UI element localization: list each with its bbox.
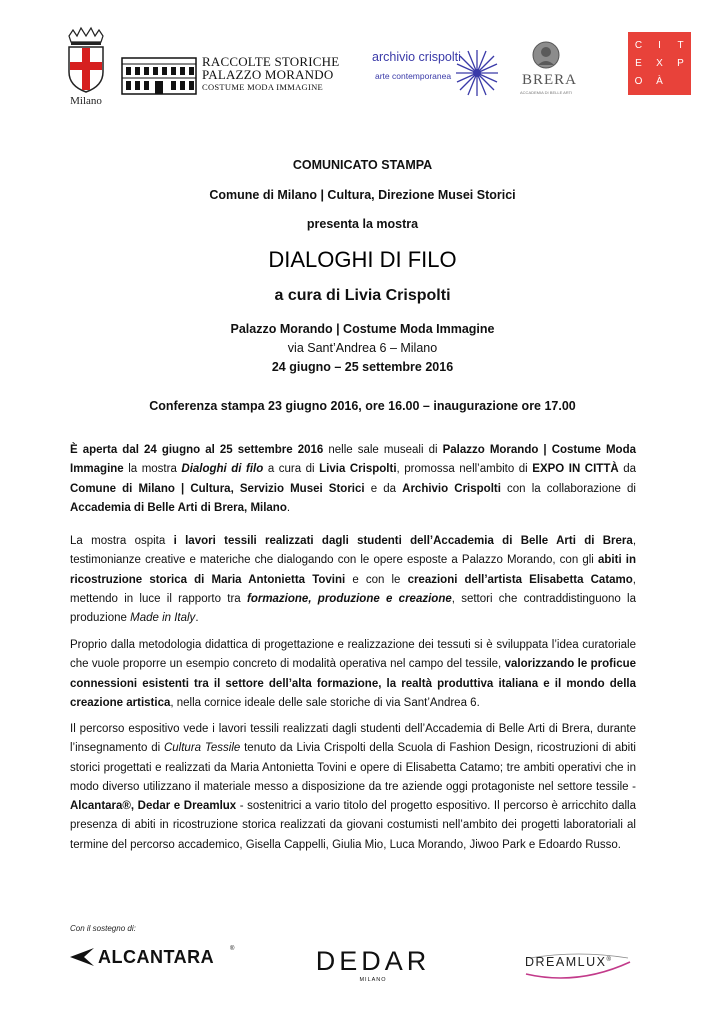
text-run: la mostra	[123, 463, 182, 476]
text-run: da	[618, 463, 636, 476]
text-run: EXPO IN CITTÀ	[532, 463, 619, 476]
comune-milano-logo	[63, 26, 109, 108]
raccolte-line3: COSTUME MODA IMMAGINE	[202, 82, 324, 92]
curator-line: a cura di Livia Crispolti	[274, 287, 451, 304]
text-run: La mostra ospita	[70, 535, 174, 547]
text-run: nelle sale museali di	[323, 444, 443, 456]
citta-letter: C	[634, 40, 643, 51]
alcantara-registered-mark: ®	[230, 946, 235, 952]
brera-medallion-icon	[532, 40, 560, 70]
citta-letter: À	[656, 76, 663, 87]
dreamlux-registered-mark: ®	[606, 956, 613, 963]
text-run: , testimonianze creative e materiche che dialogando con le opere esposte a Palazzo Morando, con gli	[70, 535, 637, 567]
sponsors-label: Con il sostegno di:	[70, 924, 136, 933]
text-run: Dialoghi di filo	[181, 463, 264, 476]
text-run: È aperta dal 24 giugno al 25 settembre 2016	[70, 444, 324, 456]
citta-letter: X	[656, 58, 663, 69]
expo-in-citta-logo	[628, 32, 691, 95]
alcantara-logo	[70, 946, 240, 970]
dates-line: 24 giugno – 25 settembre 2016	[271, 360, 454, 374]
press-conference-line: Conferenza stampa 23 giugno 2016, ore 16.00 – inaugurazione ore 17.00	[149, 399, 576, 413]
text-run: valorizzando le proficue connessioni esistenti tra il settore dell’alta formazione, la realtà produttiva italiana e il mondo della creazione artistica	[70, 658, 637, 709]
text-run: Accademia di Belle Arti di Brera, Milano	[70, 501, 287, 514]
body-paragraph	[70, 532, 636, 628]
press-release-label: COMUNICATO STAMPA	[292, 158, 433, 172]
text-run: Il percorso espositivo vede i lavori tessili realizzati dagli studenti dell’Accademia di Belle Arti di Brera, durante l’insegnamento di	[70, 723, 636, 755]
text-run: con la collaborazione di	[500, 482, 636, 495]
text-run: - sostenitrici a vario titolo del progetto espositivo. Il percorso è arricchito dalla presenza di abiti in ricostruzione storica realizzati da giovani costumisti nell’ambito dei progetti laboratoriali al termine del percorso accademico, Gisella Cappelli, Giulia Mio, Luca Morando, Jiwoo Park e Edoardo Russo.	[70, 800, 637, 851]
dreamlux-text: DREAMLUX	[525, 955, 607, 969]
text-run: , promossa nell’ambito di	[396, 463, 533, 476]
dedar-name: DEDAR	[315, 946, 431, 976]
text-run: a cura di	[263, 463, 320, 476]
organizer-line: Comune di Milano | Cultura, Direzione Musei Storici	[209, 188, 516, 202]
body-paragraph	[70, 441, 636, 518]
brera-logo	[518, 40, 580, 98]
text-run: Cultura Tessile	[163, 742, 241, 755]
text-run: formazione, produzione e creazione	[246, 592, 452, 605]
text-run: abiti in ricostruzione storica di Maria Antonietta Tovini	[70, 554, 636, 586]
venue-line: Palazzo Morando | Costume Moda Immagine	[230, 322, 495, 336]
palazzo-facade-icon	[120, 52, 198, 96]
text-run: , settori che contraddistinguono la produzione	[70, 592, 637, 625]
text-run: i lavori tessili realizzati dagli studenti dell’Accademia di Belle Arti di Brera	[173, 535, 633, 547]
citta-letter: I	[658, 40, 661, 51]
presents-line: presenta la mostra	[306, 217, 419, 231]
text-run: e con le	[345, 573, 408, 586]
archivio-sub: arte contemporanea	[375, 71, 452, 81]
dedar-logo	[308, 946, 438, 990]
text-run: e da	[364, 482, 403, 495]
text-run: Proprio dalla metodologia didattica di progettazione e realizzazione dei tessuti si è sviluppata l’idea curatoriale che vuole proporre un esempio concreto di modalità operativa nel campo del tessile,	[70, 639, 636, 671]
exhibition-title: DIALOGHI DI FILO	[268, 247, 457, 272]
text-run: , nella cornice ideale delle sale storiche di via Sant’Andrea 6.	[170, 696, 480, 709]
archivio-name: archivio crispolti	[372, 50, 461, 64]
address-line: via Sant’Andrea 6 – Milano	[287, 341, 438, 355]
dedar-city: MILANO	[359, 977, 387, 983]
citta-letter: T	[677, 40, 684, 51]
archivio-crispolti-logo	[372, 50, 502, 100]
body-paragraph	[70, 636, 636, 713]
milano-label: Milano	[70, 95, 102, 107]
brera-sub: ACCADEMIA DI BELLE ARTI	[520, 90, 573, 95]
dreamlux-name	[525, 955, 612, 969]
text-run: Comune di Milano | Cultura, Servizio Musei Storici	[70, 482, 365, 495]
starburst-icon	[454, 48, 500, 98]
brera-name: BRERA	[522, 72, 578, 88]
text-run: Archivio Crispolti	[402, 482, 501, 495]
text-run: Palazzo Morando | Costume Moda Immagine	[70, 444, 636, 476]
text-run: tenuto da Livia Crispolti della Scuola di Fashion Design, ricostruzioni di abiti storici progettati e realizzati da Maria Antonietta Tovini e opere di Elisabetta Catamo; tre ambiti operativi che in modo diverso utilizzano il materiale messo a disposizione da tre aziende oggi protagoniste nel settore tessile -	[70, 742, 636, 793]
citta-letter: O	[634, 76, 643, 87]
raccolte-line1: RACCOLTE STORICHE	[202, 54, 340, 69]
text-run: , mettendo in luce il rapporto tra	[70, 573, 636, 605]
alcantara-name: ALCANTARA	[98, 947, 215, 967]
text-run: creazioni dell’artista Elisabetta Catamo	[407, 573, 633, 586]
raccolte-line2: PALAZZO MORANDO	[202, 67, 334, 82]
citta-letter: P	[677, 58, 684, 69]
text-run: Alcantara®, Dedar e Dreamlux	[70, 800, 237, 813]
dreamlux-logo	[522, 952, 637, 982]
citta-letter: E	[635, 58, 642, 69]
raccolte-storiche-logo	[120, 52, 340, 98]
text-run: .	[195, 612, 199, 625]
body-paragraph	[70, 720, 636, 855]
text-run: Made in Italy	[130, 612, 196, 625]
text-run: .	[286, 501, 291, 514]
alcantara-arrow-icon	[70, 948, 96, 966]
text-run: Livia Crispolti	[319, 463, 397, 476]
milano-crest-icon	[63, 26, 109, 94]
